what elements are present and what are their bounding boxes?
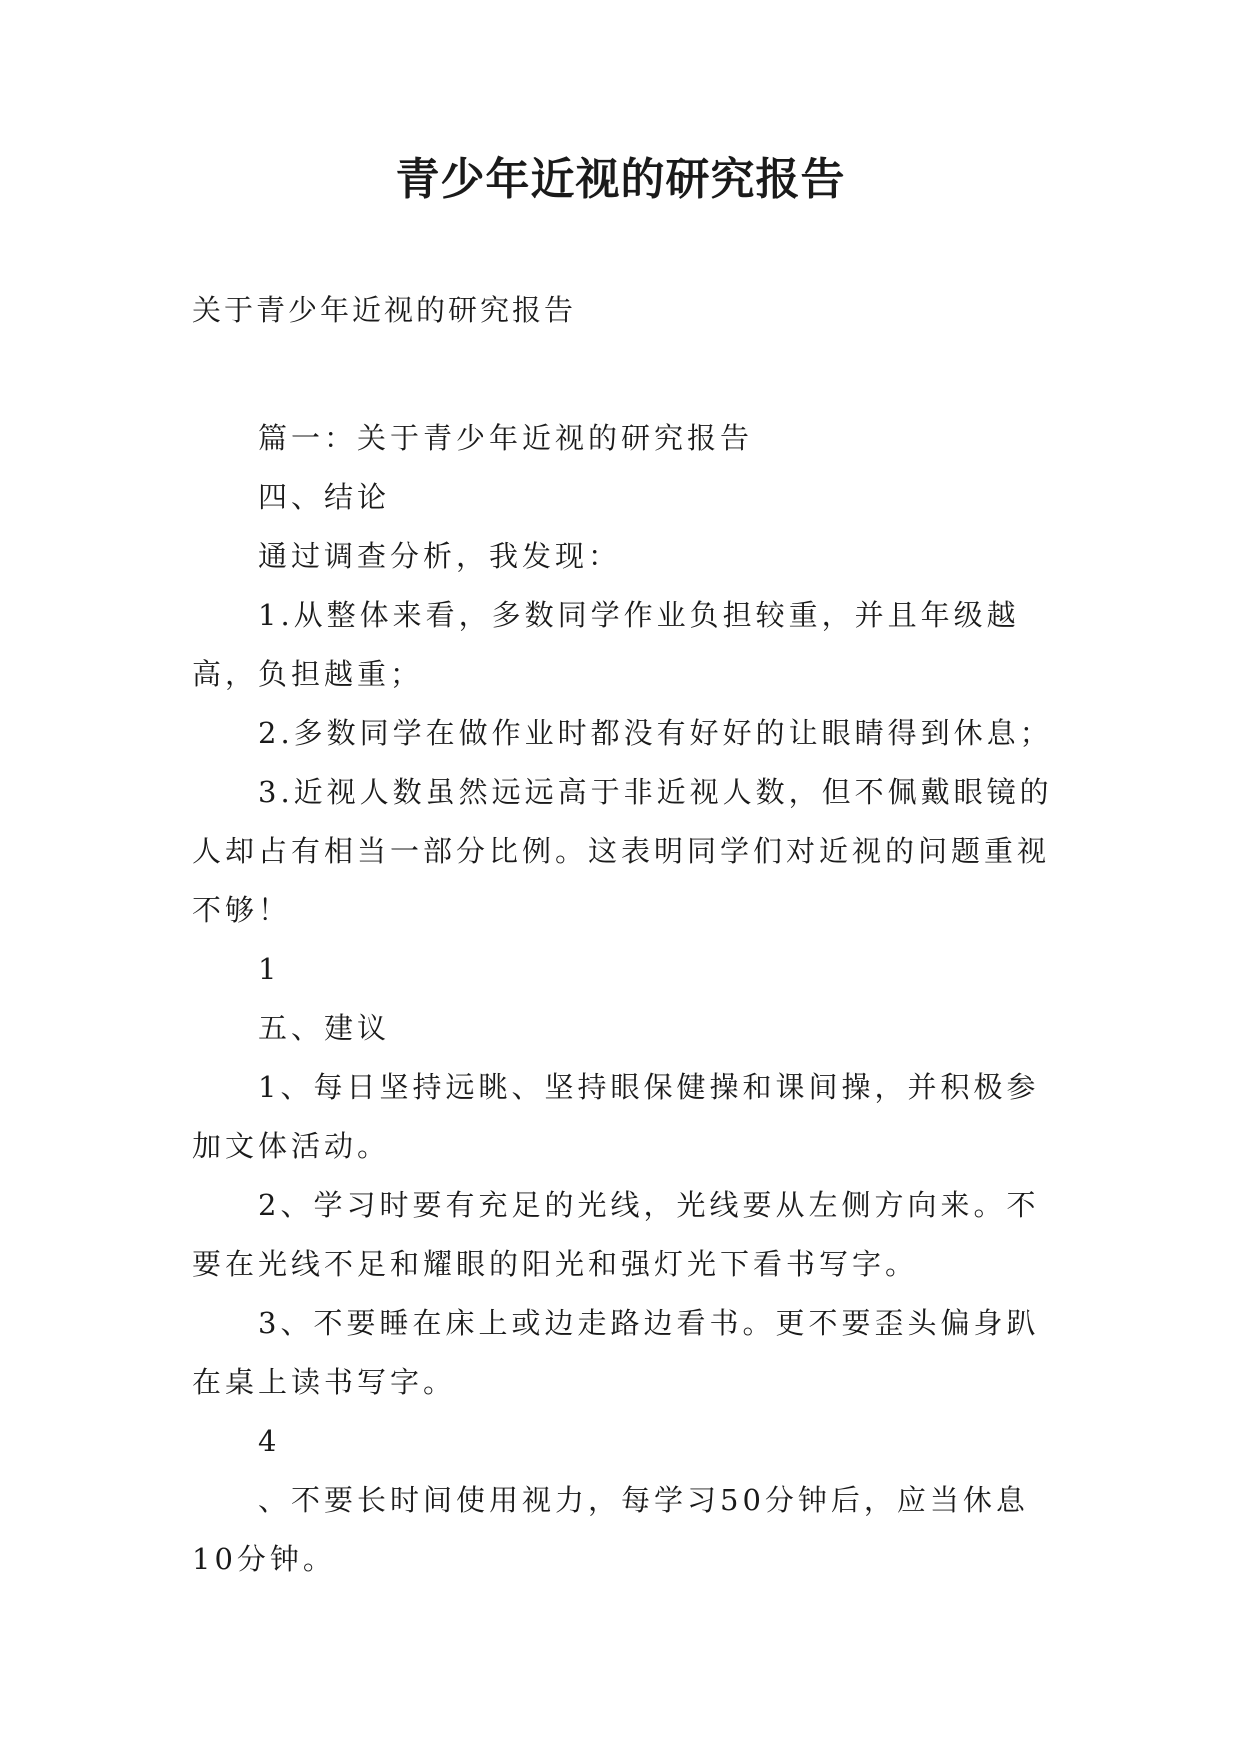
section-heading: 篇一：关于青少年近视的研究报告	[258, 421, 754, 455]
suggestion-item-2: 2、学习时要有充足的光线，光线要从左侧方向来。不要在光线不足和耀眼的阳光和强灯光下看书写字。	[192, 1188, 1040, 1281]
conclusion-item-3: 3.近视人数虽然远远高于非近视人数，但不佩戴眼镜的人却占有相当一部分比例。这表明同学们对近视的问题重视不够！	[192, 775, 1053, 927]
conclusion-item-1: 1.从整体来看，多数同学作业负担较重，并且年级越高，负担越重；	[192, 598, 1020, 691]
suggestion-item-4: 、不要长时间使用视力，每学习50分钟后，应当休息10分钟。	[192, 1483, 1029, 1576]
suggestion-item-3: 3、不要睡在床上或边走路边看书。更不要歪头偏身趴在桌上读书写字。	[192, 1306, 1040, 1399]
suggestion-item-1: 1、每日坚持远眺、坚持眼保健操和课间操，并积极参加文体活动。	[192, 1070, 1040, 1163]
conclusion-item-2: 2.多数同学在做作业时都没有好好的让眼睛得到休息；	[258, 716, 1053, 750]
conclusion-intro: 通过调查分析，我发现：	[258, 539, 622, 573]
stray-number: 1	[258, 952, 281, 986]
document-body	[192, 409, 1062, 1589]
suggestion-heading: 五、建议	[258, 1011, 391, 1045]
document-title: 青少年近视的研究报告	[395, 154, 846, 205]
suggestion-item-4-number: 4	[258, 1424, 281, 1458]
document-subtitle: 关于青少年近视的研究报告	[192, 293, 577, 327]
conclusion-heading: 四、结论	[258, 480, 391, 514]
